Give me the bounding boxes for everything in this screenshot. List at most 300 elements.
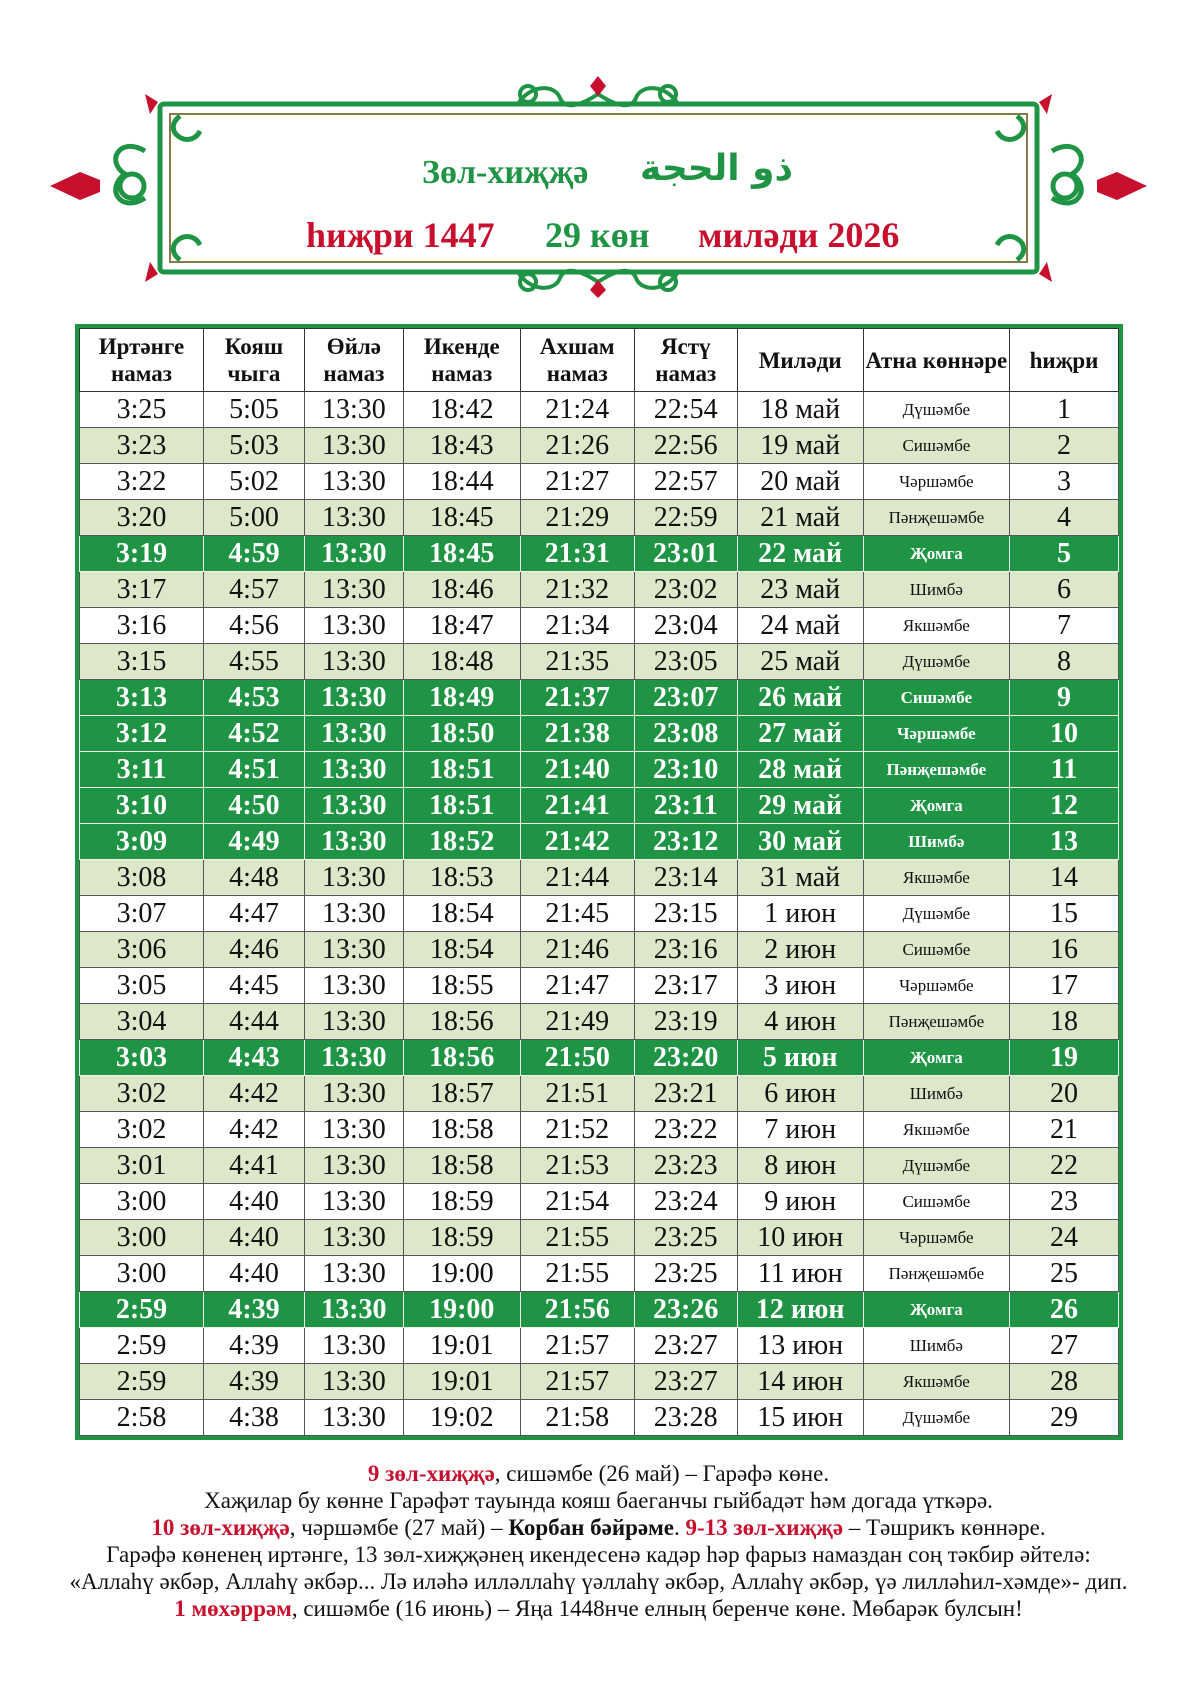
hijri-day-cell: 7 <box>1009 608 1118 644</box>
sunrise-cell: 4:42 <box>204 1112 305 1148</box>
fajr-cell: 3:03 <box>80 1040 204 1076</box>
table-row <box>80 932 1119 968</box>
gregorian-date-cell: 14 июн <box>737 1364 863 1400</box>
gregorian-date-cell: 27 май <box>737 716 863 752</box>
sunrise-cell: 4:56 <box>204 608 305 644</box>
dhuhr-cell: 13:30 <box>304 1040 403 1076</box>
table-row <box>80 392 1119 428</box>
sunrise-cell: 4:39 <box>204 1328 305 1364</box>
gregorian-date-cell: 19 май <box>737 428 863 464</box>
sunrise-cell: 4:51 <box>204 752 305 788</box>
table-row <box>80 428 1119 464</box>
maghrib-cell: 21:55 <box>520 1256 634 1292</box>
sunrise-cell: 4:41 <box>204 1148 305 1184</box>
isha-cell: 23:17 <box>634 968 737 1004</box>
fajr-cell: 3:00 <box>80 1184 204 1220</box>
hijri-day-cell: 22 <box>1009 1148 1118 1184</box>
table-row <box>80 1076 1119 1112</box>
hijri-day-cell: 26 <box>1009 1292 1118 1328</box>
hijri-day-cell: 13 <box>1009 824 1118 860</box>
fajr-cell: 3:08 <box>80 860 204 896</box>
asr-cell: 18:59 <box>403 1220 520 1256</box>
dhuhr-cell: 13:30 <box>304 608 403 644</box>
fajr-cell: 3:13 <box>80 680 204 716</box>
gregorian-date-cell: 22 май <box>737 536 863 572</box>
isha-cell: 22:57 <box>634 464 737 500</box>
left-ornament <box>50 94 200 282</box>
dhuhr-cell: 13:30 <box>304 968 403 1004</box>
ornamental-frame <box>50 76 1147 298</box>
note-line-5 <box>20 1568 1177 1595</box>
gregorian-date-cell: 6 июн <box>737 1076 863 1112</box>
dhuhr-cell: 13:30 <box>304 788 403 824</box>
hijri-day-cell: 9 <box>1009 680 1118 716</box>
maghrib-cell: 21:55 <box>520 1220 634 1256</box>
maghrib-cell: 21:26 <box>520 428 634 464</box>
weekday-cell: Шимбә <box>863 572 1009 608</box>
asr-cell: 19:01 <box>403 1364 520 1400</box>
asr-cell: 19:02 <box>403 1400 520 1436</box>
sunrise-cell: 4:48 <box>204 860 305 896</box>
days-count: 29 көн <box>545 215 650 255</box>
weekday-cell: Чәршәмбе <box>863 464 1009 500</box>
sunrise-cell: 4:59 <box>204 536 305 572</box>
asr-cell: 18:47 <box>403 608 520 644</box>
table-row <box>80 860 1119 896</box>
sunrise-cell: 4:42 <box>204 1076 305 1112</box>
isha-cell: 23:05 <box>634 644 737 680</box>
gregorian-date-cell: 24 май <box>737 608 863 644</box>
note-date-tashriq: 9-13 зөл-хиҗҗә <box>685 1515 844 1540</box>
isha-cell: 23:25 <box>634 1256 737 1292</box>
isha-cell: 23:08 <box>634 716 737 752</box>
maghrib-cell: 21:57 <box>520 1364 634 1400</box>
fajr-cell: 3:22 <box>80 464 204 500</box>
weekday-cell: Пәнҗешәмбе <box>863 500 1009 536</box>
fajr-cell: 3:19 <box>80 536 204 572</box>
asr-cell: 18:42 <box>403 392 520 428</box>
col-header-isha: Ястү намаз <box>634 329 737 392</box>
table-row <box>80 752 1119 788</box>
fajr-cell: 3:06 <box>80 932 204 968</box>
note-line-1 <box>20 1460 1177 1487</box>
weekday-cell: Дүшәмбе <box>863 644 1009 680</box>
hijri-year: һиҗри 1447 <box>306 215 495 255</box>
dhuhr-cell: 13:30 <box>304 824 403 860</box>
dhuhr-cell: 13:30 <box>304 1076 403 1112</box>
col-header-hijri: һиҗри <box>1009 329 1118 392</box>
asr-cell: 18:56 <box>403 1040 520 1076</box>
gregorian-date-cell: 5 июн <box>737 1040 863 1076</box>
dhuhr-cell: 13:30 <box>304 1184 403 1220</box>
asr-cell: 18:56 <box>403 1004 520 1040</box>
isha-cell: 23:10 <box>634 752 737 788</box>
sunrise-cell: 4:44 <box>204 1004 305 1040</box>
gregorian-date-cell: 4 июн <box>737 1004 863 1040</box>
dhuhr-cell: 13:30 <box>304 572 403 608</box>
right-ornament <box>997 94 1147 282</box>
table-row <box>80 788 1119 824</box>
note-line-4 <box>20 1541 1177 1568</box>
table-row <box>80 896 1119 932</box>
sunrise-cell: 4:40 <box>204 1220 305 1256</box>
maghrib-cell: 21:47 <box>520 968 634 1004</box>
maghrib-cell: 21:24 <box>520 392 634 428</box>
maghrib-cell: 21:32 <box>520 572 634 608</box>
sunrise-cell: 4:40 <box>204 1256 305 1292</box>
col-header-sunrise: Кояш чыга <box>204 329 305 392</box>
isha-cell: 23:11 <box>634 788 737 824</box>
hijri-day-cell: 15 <box>1009 896 1118 932</box>
sunrise-cell: 5:05 <box>204 392 305 428</box>
weekday-cell: Якшәмбе <box>863 1112 1009 1148</box>
isha-cell: 23:27 <box>634 1328 737 1364</box>
gregorian-date-cell: 3 июн <box>737 968 863 1004</box>
gregorian-date-cell: 1 июн <box>737 896 863 932</box>
hijri-day-cell: 3 <box>1009 464 1118 500</box>
sunrise-cell: 4:39 <box>204 1364 305 1400</box>
dhuhr-cell: 13:30 <box>304 536 403 572</box>
table-row <box>80 1184 1119 1220</box>
table-row <box>80 716 1119 752</box>
note-date-muharram: 1 мөхәррәм <box>174 1596 292 1621</box>
asr-cell: 18:44 <box>403 464 520 500</box>
fajr-cell: 3:02 <box>80 1112 204 1148</box>
asr-cell: 18:46 <box>403 572 520 608</box>
gregorian-date-cell: 29 май <box>737 788 863 824</box>
note-eid-name: Корбан бәйрәме <box>508 1515 675 1540</box>
isha-cell: 23:22 <box>634 1112 737 1148</box>
table-row <box>80 1292 1119 1328</box>
hijri-day-cell: 19 <box>1009 1040 1118 1076</box>
table-row <box>80 1400 1119 1436</box>
isha-cell: 23:14 <box>634 860 737 896</box>
weekday-cell: Сишәмбе <box>863 680 1009 716</box>
month-name-tatar: Зөл-хиҗҗә <box>422 154 589 191</box>
isha-cell: 23:24 <box>634 1184 737 1220</box>
sunrise-cell: 4:57 <box>204 572 305 608</box>
dhuhr-cell: 13:30 <box>304 752 403 788</box>
hijri-day-cell: 8 <box>1009 644 1118 680</box>
asr-cell: 18:52 <box>403 824 520 860</box>
maghrib-cell: 21:54 <box>520 1184 634 1220</box>
isha-cell: 23:21 <box>634 1076 737 1112</box>
fajr-cell: 3:05 <box>80 968 204 1004</box>
isha-cell: 23:16 <box>634 932 737 968</box>
gregorian-date-cell: 21 май <box>737 500 863 536</box>
weekday-cell: Шимбә <box>863 1328 1009 1364</box>
header-frame <box>50 76 1147 298</box>
table-body <box>80 392 1119 1436</box>
gregorian-date-cell: 23 май <box>737 572 863 608</box>
month-name-arabic: ذو الحجة <box>640 148 793 189</box>
asr-cell: 18:45 <box>403 500 520 536</box>
weekday-cell: Дүшәмбе <box>863 392 1009 428</box>
weekday-cell: Дүшәмбе <box>863 1148 1009 1184</box>
sunrise-cell: 4:52 <box>204 716 305 752</box>
dhuhr-cell: 13:30 <box>304 896 403 932</box>
gregorian-date-cell: 31 май <box>737 860 863 896</box>
hijri-day-cell: 27 <box>1009 1328 1118 1364</box>
asr-cell: 19:01 <box>403 1328 520 1364</box>
isha-cell: 23:27 <box>634 1364 737 1400</box>
fajr-cell: 3:15 <box>80 644 204 680</box>
maghrib-cell: 21:37 <box>520 680 634 716</box>
hijri-day-cell: 21 <box>1009 1112 1118 1148</box>
hijri-day-cell: 18 <box>1009 1004 1118 1040</box>
table-row <box>80 1148 1119 1184</box>
maghrib-cell: 21:57 <box>520 1328 634 1364</box>
isha-cell: 23:25 <box>634 1220 737 1256</box>
asr-cell: 18:55 <box>403 968 520 1004</box>
weekday-cell: Дүшәмбе <box>863 896 1009 932</box>
hijri-day-cell: 25 <box>1009 1256 1118 1292</box>
col-header-maghrib: Ахшам намаз <box>520 329 634 392</box>
note-text: . <box>674 1515 686 1540</box>
table-row <box>80 464 1119 500</box>
gregorian-date-cell: 28 май <box>737 752 863 788</box>
note-date-arafah: 9 зөл-хиҗҗә <box>367 1461 495 1486</box>
hijri-day-cell: 1 <box>1009 392 1118 428</box>
hijri-day-cell: 24 <box>1009 1220 1118 1256</box>
hijri-day-cell: 14 <box>1009 860 1118 896</box>
isha-cell: 23:02 <box>634 572 737 608</box>
note-text: Гарәфә көненең иртәнге, 13 зөл-хиҗҗәнең икендесенә кадәр һәр фарыз намаздан соң тәкбир әйтелә: <box>106 1542 1091 1567</box>
sunrise-cell: 4:53 <box>204 680 305 716</box>
hijri-day-cell: 23 <box>1009 1184 1118 1220</box>
fajr-cell: 2:58 <box>80 1400 204 1436</box>
weekday-cell: Сишәмбе <box>863 428 1009 464</box>
asr-cell: 18:53 <box>403 860 520 896</box>
gregorian-date-cell: 25 май <box>737 644 863 680</box>
weekday-cell: Пәнҗешәмбе <box>863 1004 1009 1040</box>
dhuhr-cell: 13:30 <box>304 1220 403 1256</box>
note-text: «Аллаһү әкбәр, Аллаһү әкбәр... Лә иләһә илләллаһү үәллаһү әкбәр, Аллаһү әкбәр, үә лилләһил-хәмде»- дип. <box>69 1569 1128 1594</box>
dhuhr-cell: 13:30 <box>304 500 403 536</box>
weekday-cell: Җомга <box>863 788 1009 824</box>
col-header-asr: Икенде намаз <box>403 329 520 392</box>
gregorian-date-cell: 10 июн <box>737 1220 863 1256</box>
dhuhr-cell: 13:30 <box>304 1148 403 1184</box>
asr-cell: 18:45 <box>403 536 520 572</box>
note-date-eid: 10 зөл-хиҗҗә <box>151 1515 290 1540</box>
isha-cell: 22:56 <box>634 428 737 464</box>
isha-cell: 23:20 <box>634 1040 737 1076</box>
hijri-day-cell: 11 <box>1009 752 1118 788</box>
weekday-cell: Пәнҗешәмбе <box>863 752 1009 788</box>
fajr-cell: 3:04 <box>80 1004 204 1040</box>
isha-cell: 23:26 <box>634 1292 737 1328</box>
gregorian-date-cell: 15 июн <box>737 1400 863 1436</box>
fajr-cell: 3:23 <box>80 428 204 464</box>
sunrise-cell: 4:40 <box>204 1184 305 1220</box>
weekday-cell: Дүшәмбе <box>863 1400 1009 1436</box>
weekday-cell: Чәршәмбе <box>863 1220 1009 1256</box>
hijri-day-cell: 16 <box>1009 932 1118 968</box>
hijri-day-cell: 10 <box>1009 716 1118 752</box>
asr-cell: 18:54 <box>403 932 520 968</box>
hijri-day-cell: 12 <box>1009 788 1118 824</box>
asr-cell: 19:00 <box>403 1256 520 1292</box>
fajr-cell: 3:00 <box>80 1256 204 1292</box>
table-row <box>80 968 1119 1004</box>
top-flower-ornament <box>590 76 606 96</box>
sunrise-cell: 4:43 <box>204 1040 305 1076</box>
gregorian-date-cell: 8 июн <box>737 1148 863 1184</box>
hijri-day-cell: 17 <box>1009 968 1118 1004</box>
weekday-cell: Чәршәмбе <box>863 968 1009 1004</box>
weekday-cell: Җомга <box>863 1292 1009 1328</box>
isha-cell: 22:59 <box>634 500 737 536</box>
gregorian-date-cell: 9 июн <box>737 1184 863 1220</box>
maghrib-cell: 21:34 <box>520 608 634 644</box>
dhuhr-cell: 13:30 <box>304 1004 403 1040</box>
dhuhr-cell: 13:30 <box>304 1364 403 1400</box>
asr-cell: 18:58 <box>403 1112 520 1148</box>
weekday-cell: Сишәмбе <box>863 932 1009 968</box>
weekday-cell: Шимбә <box>863 1076 1009 1112</box>
asr-cell: 18:51 <box>403 788 520 824</box>
table-row <box>80 1328 1119 1364</box>
weekday-cell: Җомга <box>863 536 1009 572</box>
maghrib-cell: 21:42 <box>520 824 634 860</box>
gregorian-date-cell: 12 июн <box>737 1292 863 1328</box>
isha-cell: 23:01 <box>634 536 737 572</box>
fajr-cell: 3:07 <box>80 896 204 932</box>
fajr-cell: 3:02 <box>80 1076 204 1112</box>
table-row <box>80 1364 1119 1400</box>
maghrib-cell: 21:56 <box>520 1292 634 1328</box>
gregorian-date-cell: 13 июн <box>737 1328 863 1364</box>
table-row <box>80 536 1119 572</box>
gregorian-year: миләди 2026 <box>698 215 900 255</box>
table-row <box>80 1004 1119 1040</box>
isha-cell: 23:04 <box>634 608 737 644</box>
gregorian-date-cell: 26 май <box>737 680 863 716</box>
sunrise-cell: 4:50 <box>204 788 305 824</box>
asr-cell: 19:00 <box>403 1292 520 1328</box>
fajr-cell: 3:10 <box>80 788 204 824</box>
note-line-6 <box>20 1595 1177 1622</box>
dhuhr-cell: 13:30 <box>304 392 403 428</box>
isha-cell: 23:15 <box>634 896 737 932</box>
hijri-day-cell: 5 <box>1009 536 1118 572</box>
table-row <box>80 1256 1119 1292</box>
weekday-cell: Якшәмбе <box>863 1364 1009 1400</box>
maghrib-cell: 21:41 <box>520 788 634 824</box>
table-row <box>80 644 1119 680</box>
fajr-cell: 2:59 <box>80 1292 204 1328</box>
fajr-cell: 3:16 <box>80 608 204 644</box>
table-row <box>80 608 1119 644</box>
note-line-3 <box>20 1514 1177 1541</box>
weekday-cell: Шимбә <box>863 824 1009 860</box>
note-text: , чәршәмбе (27 май) – <box>289 1515 509 1540</box>
asr-cell: 18:49 <box>403 680 520 716</box>
weekday-cell: Чәршәмбе <box>863 716 1009 752</box>
maghrib-cell: 21:31 <box>520 536 634 572</box>
note-text: – Тәшрикъ көннәре. <box>843 1515 1046 1540</box>
note-line-2 <box>20 1487 1177 1514</box>
maghrib-cell: 21:46 <box>520 932 634 968</box>
maghrib-cell: 21:45 <box>520 896 634 932</box>
sunrise-cell: 4:46 <box>204 932 305 968</box>
table-row <box>80 572 1119 608</box>
isha-cell: 23:07 <box>634 680 737 716</box>
table-row <box>80 680 1119 716</box>
maghrib-cell: 21:40 <box>520 752 634 788</box>
hijri-day-cell: 6 <box>1009 572 1118 608</box>
hijri-day-cell: 29 <box>1009 1400 1118 1436</box>
dhuhr-cell: 13:30 <box>304 644 403 680</box>
table-row <box>80 1112 1119 1148</box>
col-header-weekday: Атна көннәре <box>863 329 1009 392</box>
maghrib-cell: 21:35 <box>520 644 634 680</box>
hijri-day-cell: 20 <box>1009 1076 1118 1112</box>
gregorian-date-cell: 11 июн <box>737 1256 863 1292</box>
isha-cell: 23:19 <box>634 1004 737 1040</box>
hijri-day-cell: 4 <box>1009 500 1118 536</box>
hijri-day-cell: 28 <box>1009 1364 1118 1400</box>
weekday-cell: Сишәмбе <box>863 1184 1009 1220</box>
maghrib-cell: 21:27 <box>520 464 634 500</box>
gregorian-date-cell: 30 май <box>737 824 863 860</box>
maghrib-cell: 21:50 <box>520 1040 634 1076</box>
maghrib-cell: 21:38 <box>520 716 634 752</box>
note-text: Хаҗилар бу көнне Гарәфәт тауында кояш баеганчы гыйбадәт һәм догада үткәрә. <box>204 1488 993 1513</box>
sunrise-cell: 4:45 <box>204 968 305 1004</box>
prayer-times-table <box>75 324 1123 1440</box>
isha-cell: 22:54 <box>634 392 737 428</box>
weekday-cell: Җомга <box>863 1040 1009 1076</box>
dhuhr-cell: 13:30 <box>304 1292 403 1328</box>
dhuhr-cell: 13:30 <box>304 1328 403 1364</box>
note-text: , сишәмбе (26 май) – Гарәфә көне. <box>494 1461 830 1486</box>
maghrib-cell: 21:52 <box>520 1112 634 1148</box>
fajr-cell: 3:09 <box>80 824 204 860</box>
fajr-cell: 3:01 <box>80 1148 204 1184</box>
note-text: , сишәмбе (16 июнь) – Яңа 1448нче елның беренче көне. Мөбарәк булсын! <box>291 1596 1023 1621</box>
asr-cell: 18:50 <box>403 716 520 752</box>
dhuhr-cell: 13:30 <box>304 860 403 896</box>
gregorian-date-cell: 2 июн <box>737 932 863 968</box>
table-row <box>80 1220 1119 1256</box>
notes <box>20 1460 1177 1622</box>
gregorian-date-cell: 20 май <box>737 464 863 500</box>
dhuhr-cell: 13:30 <box>304 1256 403 1292</box>
maghrib-cell: 21:44 <box>520 860 634 896</box>
fajr-cell: 3:25 <box>80 392 204 428</box>
sunrise-cell: 5:03 <box>204 428 305 464</box>
sunrise-cell: 5:00 <box>204 500 305 536</box>
asr-cell: 18:51 <box>403 752 520 788</box>
dhuhr-cell: 13:30 <box>304 932 403 968</box>
dhuhr-cell: 13:30 <box>304 716 403 752</box>
asr-cell: 18:57 <box>403 1076 520 1112</box>
fajr-cell: 3:20 <box>80 500 204 536</box>
table-header-row <box>80 329 1119 392</box>
dhuhr-cell: 13:30 <box>304 1112 403 1148</box>
fajr-cell: 3:17 <box>80 572 204 608</box>
asr-cell: 18:59 <box>403 1184 520 1220</box>
sunrise-cell: 4:38 <box>204 1400 305 1436</box>
asr-cell: 18:48 <box>403 644 520 680</box>
table-row <box>80 1040 1119 1076</box>
sunrise-cell: 4:47 <box>204 896 305 932</box>
fajr-cell: 3:12 <box>80 716 204 752</box>
sunrise-cell: 4:39 <box>204 1292 305 1328</box>
maghrib-cell: 21:29 <box>520 500 634 536</box>
